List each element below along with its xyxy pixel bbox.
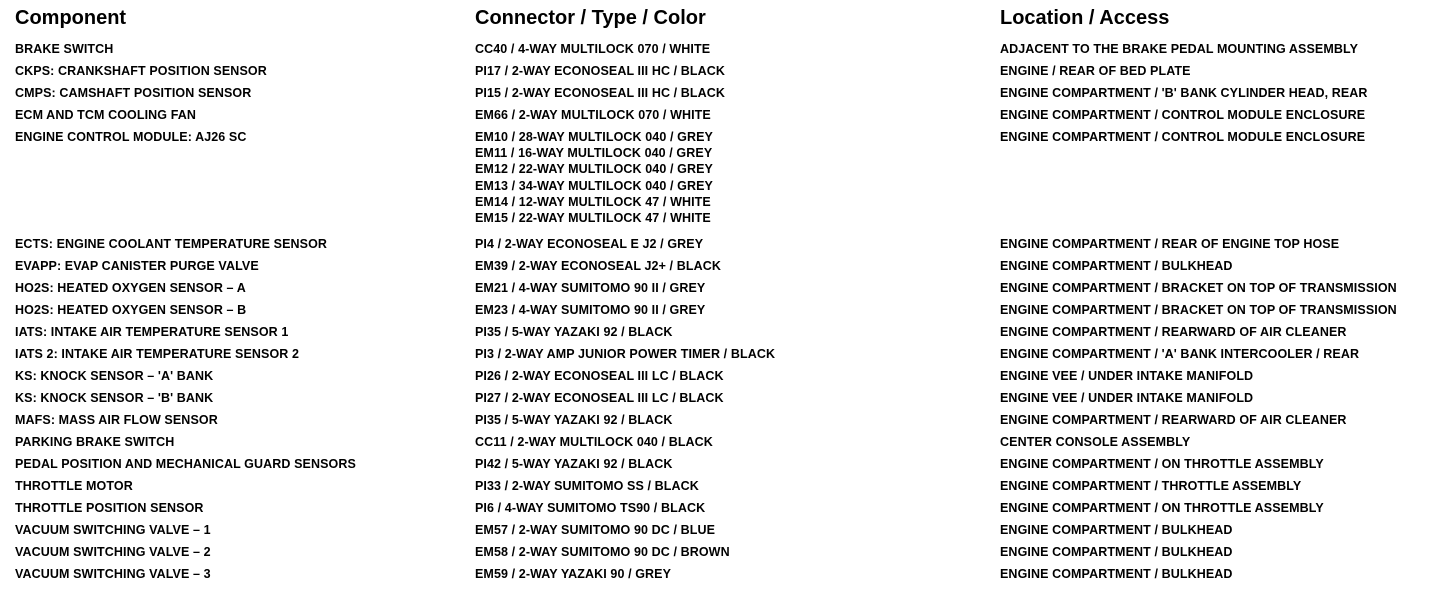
connector-entry: EM15 / 22-WAY MULTILOCK 47 / WHITE <box>475 211 711 226</box>
connector-entry: PI33 / 2-WAY SUMITOMO SS / BLACK <box>475 479 699 493</box>
component-cell: ENGINE CONTROL MODULE: AJ26 SC <box>15 130 247 144</box>
connector-entry: PI3 / 2-WAY AMP JUNIOR POWER TIMER / BLACK <box>475 347 776 361</box>
connector-cell <box>475 343 775 365</box>
connector-cell <box>475 497 705 519</box>
location-cell: CENTER CONSOLE ASSEMBLY <box>1000 435 1191 449</box>
connector-entry: EM57 / 2-WAY SUMITOMO 90 DC / BLUE <box>475 523 716 537</box>
table-row <box>0 453 1456 475</box>
location-cell: ENGINE VEE / UNDER INTAKE MANIFOLD <box>1000 391 1254 405</box>
table-row <box>0 475 1456 497</box>
location-cell: ENGINE COMPARTMENT / REAR OF ENGINE TOP HOSE <box>1000 237 1340 251</box>
location-cell: ENGINE COMPARTMENT / 'B' BANK CYLINDER HEAD, REAR <box>1000 86 1368 100</box>
table-row <box>0 104 1456 126</box>
connector-entry: PI35 / 5-WAY YAZAKI 92 / BLACK <box>475 325 673 339</box>
table-row <box>0 321 1456 343</box>
table-row <box>0 60 1456 82</box>
location-cell: ENGINE COMPARTMENT / BULKHEAD <box>1000 567 1233 581</box>
connector-cell <box>475 519 715 541</box>
component-cell: IATS 2: INTAKE AIR TEMPERATURE SENSOR 2 <box>15 347 300 361</box>
component-cell: ECTS: ENGINE COOLANT TEMPERATURE SENSOR <box>15 237 328 251</box>
connector-entry: EM21 / 4-WAY SUMITOMO 90 II / GREY <box>475 281 706 295</box>
component-cell: MAFS: MASS AIR FLOW SENSOR <box>15 413 218 427</box>
connector-entry: PI17 / 2-WAY ECONOSEAL III HC / BLACK <box>475 64 726 78</box>
component-cell: IATS: INTAKE AIR TEMPERATURE SENSOR 1 <box>15 325 289 339</box>
component-cell: EVAPP: EVAP CANISTER PURGE VALVE <box>15 259 259 273</box>
location-cell: ENGINE COMPARTMENT / REARWARD OF AIR CLEANER <box>1000 413 1347 427</box>
connector-cell <box>475 387 724 409</box>
connector-entry: EM12 / 22-WAY MULTILOCK 040 / GREY <box>475 162 713 177</box>
component-column-header: Component <box>15 7 127 29</box>
component-cell: ECM AND TCM COOLING FAN <box>15 108 196 122</box>
connector-cell <box>475 431 713 453</box>
component-cell: HO2S: HEATED OXYGEN SENSOR – A <box>15 281 246 295</box>
table-row <box>0 38 1456 60</box>
connector-cell <box>475 563 671 585</box>
connector-cell <box>475 38 710 60</box>
component-cell: PEDAL POSITION AND MECHANICAL GUARD SENSORS <box>15 457 356 471</box>
connector-entry: EM66 / 2-WAY MULTILOCK 070 / WHITE <box>475 108 711 122</box>
connector-entry: PI26 / 2-WAY ECONOSEAL III LC / BLACK <box>475 369 724 383</box>
connector-entry: EM13 / 34-WAY MULTILOCK 040 / GREY <box>475 178 713 193</box>
connector-cell <box>475 277 705 299</box>
connector-entry: EM58 / 2-WAY SUMITOMO 90 DC / BROWN <box>475 545 730 559</box>
table-row <box>0 497 1456 519</box>
table-row <box>0 82 1456 104</box>
connector-entry: PI35 / 5-WAY YAZAKI 92 / BLACK <box>475 413 673 427</box>
connector-cell <box>475 233 703 255</box>
connector-entry: CC40 / 4-WAY MULTILOCK 070 / WHITE <box>475 42 711 56</box>
connector-cell <box>475 409 673 431</box>
component-cell: CKPS: CRANKSHAFT POSITION SENSOR <box>15 64 267 78</box>
location-cell: ENGINE COMPARTMENT / ON THROTTLE ASSEMBLY <box>1000 501 1324 515</box>
component-cell: THROTTLE POSITION SENSOR <box>15 501 204 515</box>
connector-entry: PI6 / 4-WAY SUMITOMO TS90 / BLACK <box>475 501 706 515</box>
table-row <box>0 126 1456 233</box>
location-cell: ENGINE COMPARTMENT / ON THROTTLE ASSEMBLY <box>1000 457 1324 471</box>
connector-cell <box>475 60 725 82</box>
location-cell: ENGINE COMPARTMENT / BULKHEAD <box>1000 523 1233 537</box>
connector-entry: EM39 / 2-WAY ECONOSEAL J2+ / BLACK <box>475 259 721 273</box>
location-cell: ENGINE COMPARTMENT / BRACKET ON TOP OF TRANSMISSION <box>1000 281 1397 295</box>
location-cell: ENGINE VEE / UNDER INTAKE MANIFOLD <box>1000 369 1254 383</box>
connector-cell <box>475 255 721 277</box>
table-row <box>0 409 1456 431</box>
location-cell: ENGINE COMPARTMENT / CONTROL MODULE ENCLOSURE <box>1000 108 1366 122</box>
component-cell: CMPS: CAMSHAFT POSITION SENSOR <box>15 86 252 100</box>
connector-cell <box>475 104 711 126</box>
connector-entry: EM10 / 28-WAY MULTILOCK 040 / GREY <box>475 130 713 144</box>
connector-cell <box>475 299 705 321</box>
connector-cell <box>475 541 730 563</box>
connector-cell <box>475 475 699 497</box>
connector-cell <box>475 321 673 343</box>
location-cell: ENGINE COMPARTMENT / THROTTLE ASSEMBLY <box>1000 479 1302 493</box>
table-row <box>0 563 1456 585</box>
location-cell: ADJACENT TO THE BRAKE PEDAL MOUNTING ASSEMBLY <box>1000 42 1359 56</box>
location-cell: ENGINE COMPARTMENT / BULKHEAD <box>1000 545 1233 559</box>
connector-cell <box>475 453 673 475</box>
connector-entry: EM11 / 16-WAY MULTILOCK 040 / GREY <box>475 146 713 161</box>
table-row <box>0 365 1456 387</box>
connector-entry: PI42 / 5-WAY YAZAKI 92 / BLACK <box>475 457 673 471</box>
component-cell: VACUUM SWITCHING VALVE – 1 <box>15 523 211 537</box>
component-cell: BRAKE SWITCH <box>15 42 114 56</box>
connector-column-header: Connector / Type / Color <box>475 7 706 29</box>
location-cell: ENGINE COMPARTMENT / BULKHEAD <box>1000 259 1233 273</box>
component-cell: KS: KNOCK SENSOR – 'A' BANK <box>15 369 214 383</box>
location-cell: ENGINE COMPARTMENT / CONTROL MODULE ENCLOSURE <box>1000 130 1366 144</box>
component-cell: KS: KNOCK SENSOR – 'B' BANK <box>15 391 214 405</box>
location-cell: ENGINE COMPARTMENT / BRACKET ON TOP OF TRANSMISSION <box>1000 303 1397 317</box>
table-row <box>0 233 1456 255</box>
connector-entry: EM59 / 2-WAY YAZAKI 90 / GREY <box>475 567 672 581</box>
location-column-header: Location / Access <box>1000 7 1170 29</box>
table-row <box>0 277 1456 299</box>
connector-cell <box>475 365 724 387</box>
table-header <box>0 6 1456 32</box>
connector-entry: CC11 / 2-WAY MULTILOCK 040 / BLACK <box>475 435 713 449</box>
connector-entry: PI4 / 2-WAY ECONOSEAL E J2 / GREY <box>475 237 704 251</box>
table-row <box>0 431 1456 453</box>
connector-entry: PI27 / 2-WAY ECONOSEAL III LC / BLACK <box>475 391 724 405</box>
connector-cell <box>475 126 713 226</box>
component-cell: HO2S: HEATED OXYGEN SENSOR – B <box>15 303 247 317</box>
connector-entry: EM23 / 4-WAY SUMITOMO 90 II / GREY <box>475 303 706 317</box>
connector-entry: PI15 / 2-WAY ECONOSEAL III HC / BLACK <box>475 86 726 100</box>
table-row <box>0 541 1456 563</box>
table-row <box>0 519 1456 541</box>
location-cell: ENGINE COMPARTMENT / REARWARD OF AIR CLEANER <box>1000 325 1347 339</box>
component-cell: VACUUM SWITCHING VALVE – 2 <box>15 545 211 559</box>
component-cell: THROTTLE MOTOR <box>15 479 133 493</box>
connector-entry: EM14 / 12-WAY MULTILOCK 47 / WHITE <box>475 194 711 209</box>
table-row <box>0 387 1456 409</box>
table-row <box>0 255 1456 277</box>
component-cell: VACUUM SWITCHING VALVE – 3 <box>15 567 211 581</box>
connector-table <box>0 38 1456 585</box>
table-row <box>0 343 1456 365</box>
component-cell: PARKING BRAKE SWITCH <box>15 435 175 449</box>
location-cell: ENGINE / REAR OF BED PLATE <box>1000 64 1191 78</box>
table-row <box>0 299 1456 321</box>
location-cell: ENGINE COMPARTMENT / 'A' BANK INTERCOOLER / REAR <box>1000 347 1360 361</box>
connector-cell <box>475 82 725 104</box>
